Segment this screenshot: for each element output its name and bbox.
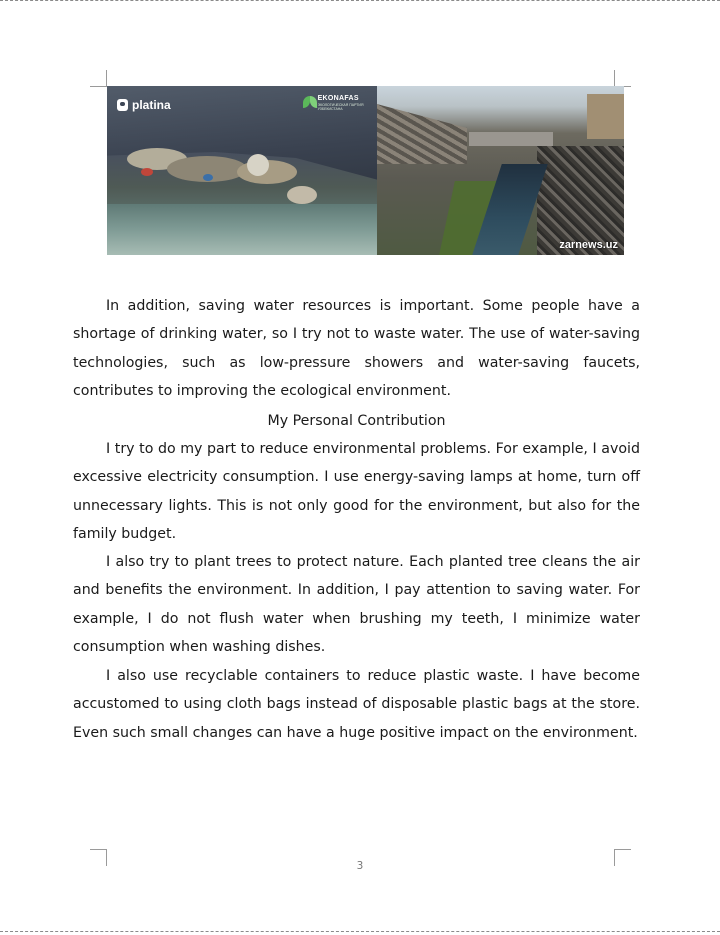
crop-mark-top-right	[614, 70, 631, 87]
paragraph-plastic-waste: I also use recyclable containers to reduce plastic waste. I have become accustomed to using cloth bags instead of disposable plastic bags at the store. Even such small changes can have a huge positive impact on the environment.	[73, 668, 640, 741]
photo-building	[587, 94, 624, 139]
leaf-icon	[303, 94, 315, 112]
photo-bridge	[469, 132, 553, 146]
photo-debris	[287, 186, 317, 204]
photo-debris	[203, 174, 213, 181]
photo-trash-bank-left	[377, 104, 467, 164]
ekonafas-logo-text: EKONAFAS	[317, 95, 359, 102]
page-number: 3	[356, 860, 364, 872]
photo-water-area	[107, 204, 377, 255]
zarnews-watermark: zarnews.uz	[559, 239, 618, 251]
paragraph-electricity: I try to do my part to reduce environmental problems. For example, I avoid excessive electricity consumption. I use energy-saving lamps at home, turn off unnecessary lights. This is not only good for the environment, but also for the family budget.	[73, 441, 640, 543]
photo-debris	[141, 168, 153, 176]
photo-debris	[247, 154, 269, 176]
paragraph-water-resources: In addition, saving water resources is important. Some people have a shortage of drinking water, so I try not to waste water. The use of water-saving technologies, such as low-pressure showers and water-saving faucets, contributes to improving the ecological environment.	[73, 298, 640, 400]
paragraph-trees-water: I also try to plant trees to protect nature. Each planted tree cleans the air and benefits the environment. In addition, I pay attention to saving water. For example, I do not flush water when brushing my teeth, I minimize water consumption when washing dishes.	[73, 554, 640, 656]
crop-mark-top-left	[90, 70, 107, 87]
platina-logo-icon	[117, 99, 128, 111]
photo-polluted-stream	[377, 86, 624, 255]
page-border-top	[0, 0, 720, 2]
crop-mark-bottom-right	[614, 849, 631, 866]
section-heading: My Personal Contribution	[267, 413, 446, 429]
photo-pollution-under-bridge	[107, 86, 377, 255]
crop-mark-bottom-left	[90, 849, 107, 866]
ekonafas-logo-subtitle: ЭКОЛОГИЧЕСКАЯ ПАРТИЯ УЗБЕКИСТАНА	[317, 103, 364, 111]
page-border-bottom	[0, 931, 720, 933]
ekonafas-logo	[303, 94, 377, 112]
platina-logo	[117, 98, 171, 112]
platina-logo-text: platina	[132, 98, 171, 112]
